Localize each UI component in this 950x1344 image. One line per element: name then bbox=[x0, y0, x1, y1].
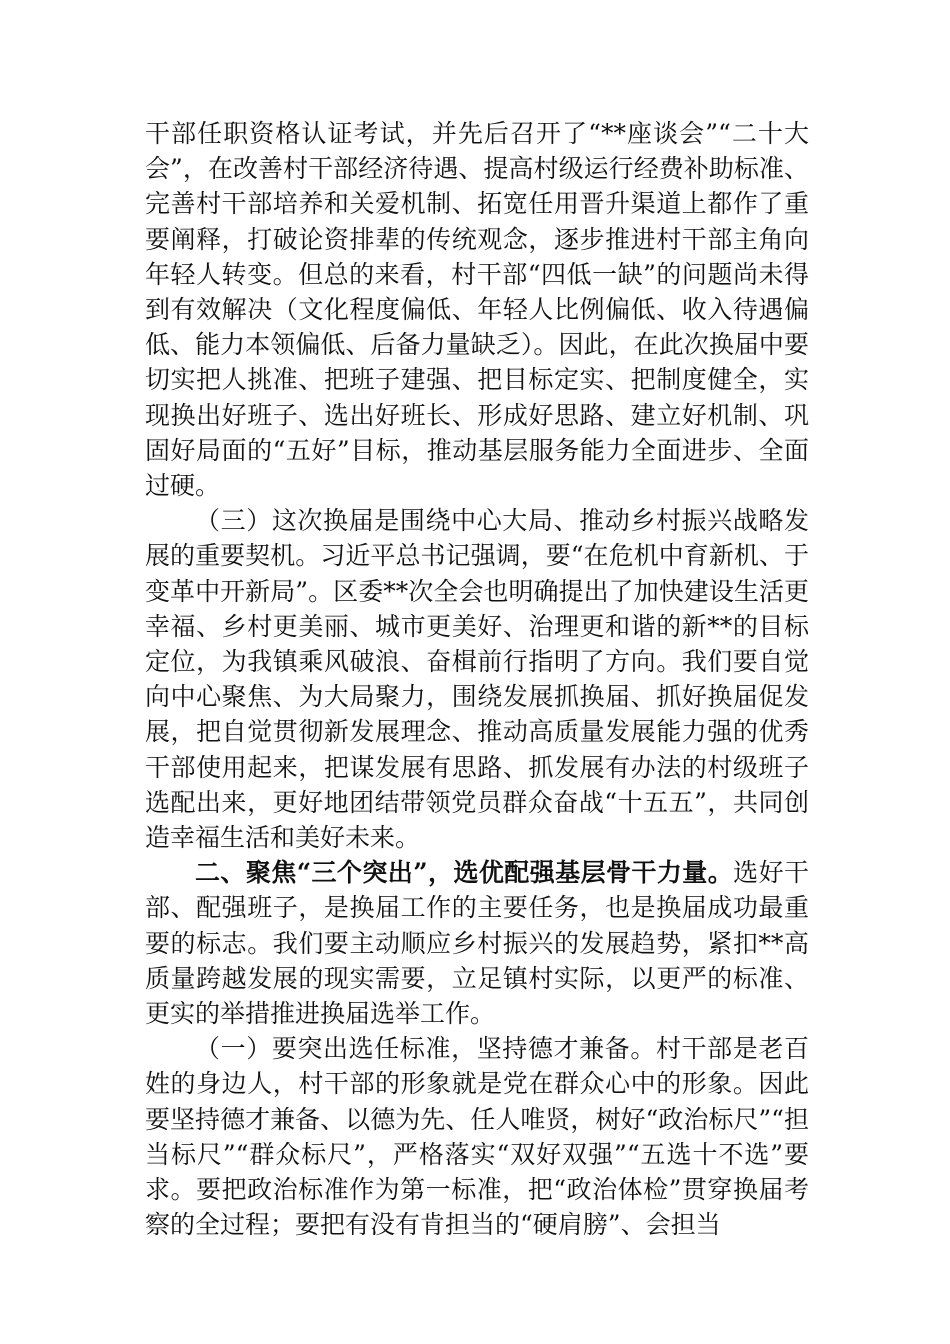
paragraph-section-two-heading bbox=[145, 855, 809, 1031]
document-body bbox=[145, 116, 809, 1243]
paragraph-continuation: 干部任职资格认证考试，并先后召开了“**座谈会”“二十大会”，在改善村干部经济待遇、提高村级运行经费补助标准、完善村干部培养和关爱机制、拓宽任用晋升渠道上都作了重要阐释，打破论资排辈的传统观念，逐步推进村干部主角向年轻人转变。但总的来看，村干部“四低一缺”的问题尚未得到有效解决（文化程度偏低、年轻人比例偏低、收入待遇偏低、能力本领偏低、后备力量缺乏）。因此，在此次换届中要切实把人挑准、把班子建强、把目标定实、把制度健全，实现换出好班子、选出好班长、形成好思路、建立好机制、巩固好局面的“五好”目标，推动基层服务能力全面进步、全面过硬。 bbox=[145, 119, 809, 501]
paragraph-subsection-one: （一）要突出选任标准，坚持德才兼备。村干部是老百姓的身边人，村干部的形象就是党在群众心中的形象。因此要坚持德才兼备、以德为先、任人唯贤，树好“政治标尺”“担当标尺”“群众标尺”，严格落实“双好双强”“五选十不选”要求。要把政治标准作为第一标准，把“政治体检”贯穿换届考察的全过程；要把有没有肯担当的“硬肩膀”、会担当 bbox=[145, 1034, 809, 1240]
paragraph-section-three: （三）这次换届是围绕中心大局、推动乡村振兴战略发展的重要契机。习近平总书记强调，要“在危机中育新机、于变革中开新局”。区委**次全会也明确提出了加快建设生活更幸福、乡村更美丽、城市更美好、治理更和谐的新**的目标定位，为我镇乘风破浪、奋楫前行指明了方向。我们要自觉向中心聚焦、为大局聚力，围绕发展抓换届、抓好换届促发展，把自觉贯彻新发展理念、推动高质量发展能力强的优秀干部使用起来，把谋发展有思路、抓发展有办法的村级班子选配出来，更好地团结带领党员群众奋战“十五五”，共同创造幸福生活和美好未来。 bbox=[145, 506, 809, 853]
section-heading-body: 选好干部、配强班子，是换届工作的主要任务，也是换届成功最重要的标志。我们要主动顺应乡村振兴的发展趋势，紧扣**高质量跨越发展的现实需要，立足镇村实际，以更严的标准、更实的举措推进换届选举工作。 bbox=[145, 858, 809, 1029]
section-heading: 二、聚焦“三个突出”，选优配强基层骨干力量。 bbox=[195, 858, 734, 888]
